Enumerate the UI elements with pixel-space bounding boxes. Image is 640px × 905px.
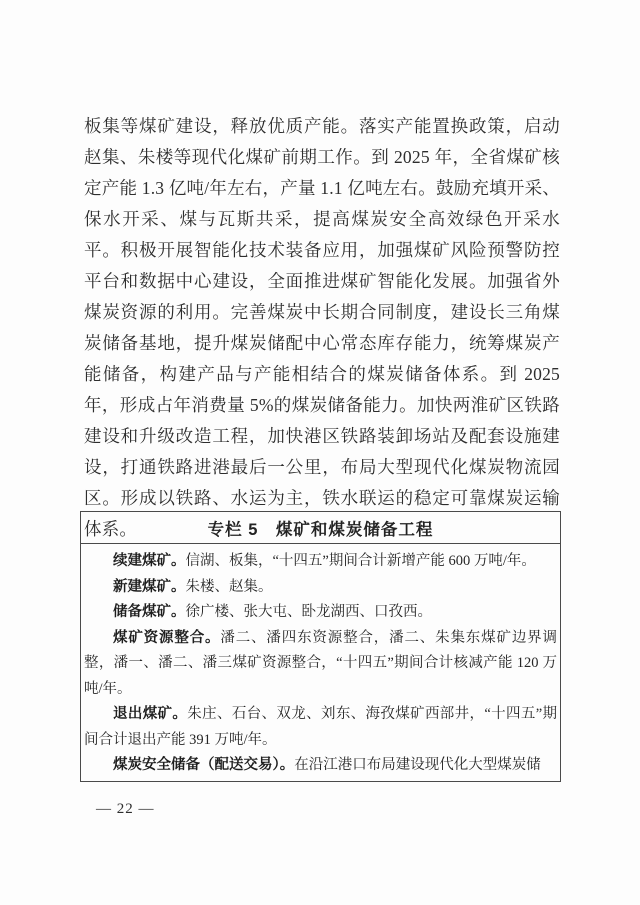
box-item-text: 潘二、潘四东资源整合，潘二、朱集东煤矿边界调整，潘一、潘二、潘三煤矿资源整合，“十四五”期间合计核减产能 120 万吨/年。 (84, 629, 557, 697)
callout-box-coal-projects (80, 511, 561, 782)
callout-box-body (81, 544, 560, 781)
page-number: — 22 — (96, 801, 155, 817)
box-item-label: 煤矿资源整合。 (113, 629, 221, 646)
body-paragraph: 板集等煤矿建设，释放优质产能。落实产能置换政策，启动赵集、朱楼等现代化煤矿前期工作。到 2025 年，全省煤矿核定产能 1.3 亿吨/年左右，产量 1.1 亿吨左右。鼓励充填开采、保水开采、煤与瓦斯共采，提高煤炭安全高效绿色开采水平。积极开展智能化技术装备应用，加强煤矿风险预警防控平台和数据中心建设，全面推进煤矿智能化发展。加强省外煤炭资源的利用。完善煤炭中长期合同制度，建设长三角煤炭储备基地，提升煤炭储配中心常态库存能力，统筹煤炭产能储备，构建产品与产能相结合的煤炭储备体系。到 2025 年，形成占年消费量 5%的煤炭储备能力。加快两淮矿区铁路建设和升级改造工程，加快港区铁路装卸场站及配套设施建设，打通铁路进港最后一公里，布局大型现代化煤炭物流园区。形成以铁路、水运为主，铁水联运的稳定可靠煤炭运输体系。 (84, 116, 560, 539)
box-item-label: 退出煤矿。 (113, 706, 188, 722)
box-item-label: 煤炭安全储备（配送交易）。 (113, 757, 295, 773)
box-item-continued-mines (84, 549, 557, 575)
box-item-text: 信湖、板集，“十四五”期间合计新增产能 600 万吨/年。 (185, 553, 536, 569)
box-item-text: 朱楼、赵集。 (185, 578, 273, 595)
box-item-resource-integration (84, 626, 557, 703)
box-item-text: 朱庄、石台、双龙、刘东、海孜煤矿西部井，“十四五”期间合计退出产能 391 万吨/年。 (84, 706, 558, 748)
box-item-label: 新建煤矿。 (113, 578, 186, 595)
box-item-label: 续建煤矿。 (113, 553, 186, 569)
box-item-reserve-mines (84, 600, 557, 626)
box-item-coal-safety-reserve (84, 753, 557, 779)
callout-box-title: 专栏 5 煤矿和煤炭储备工程 (81, 512, 560, 544)
box-item-label: 储备煤矿。 (113, 604, 186, 620)
box-item-text: 徐广楼、张大屯、卧龙湖西、口孜西。 (185, 604, 432, 620)
box-item-new-mines (84, 575, 557, 601)
box-item-exit-mines (84, 702, 557, 753)
box-item-text: 在沿江港口布局建设现代化大型煤炭储 (294, 757, 541, 773)
